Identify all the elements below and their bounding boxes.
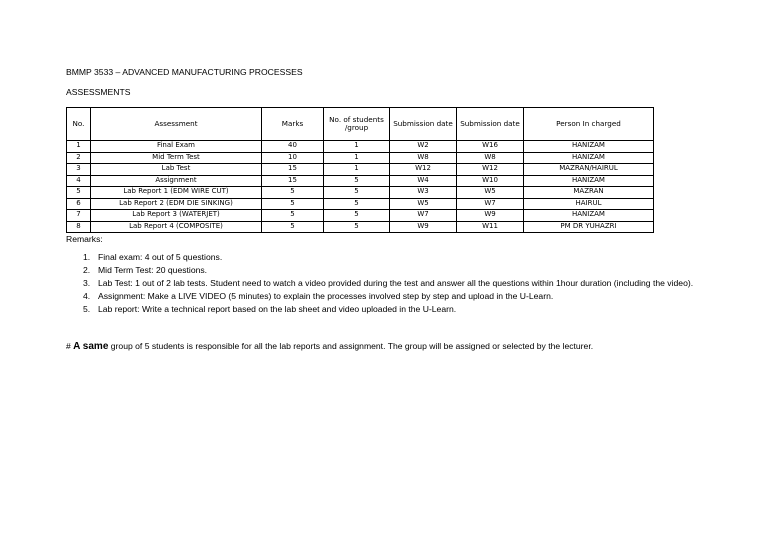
table-cell: Lab Report 4 (COMPOSITE) [91,221,262,233]
group-note [66,341,593,352]
remark-number: 4. [83,291,91,301]
table-cell: W3 [390,187,457,199]
table-cell: HANIZAM [524,152,654,164]
header-no: No. [67,108,91,141]
table-cell: Lab Test [91,164,262,176]
table-cell: W5 [390,198,457,210]
table-cell: W8 [457,152,524,164]
table-cell: 10 [262,152,324,164]
remark-number: 2. [83,265,91,275]
table-cell: MAZRAN/HAIRUL [524,164,654,176]
note-emphasis: A same [73,341,109,352]
note-text: group of 5 students is responsible for all the lab reports and assignment. The group will be assigned or selected by the lecturer. [108,341,594,351]
table-cell: 5 [262,210,324,222]
table-cell: 15 [262,175,324,187]
table-cell: W4 [390,175,457,187]
table-cell: Lab Report 2 (EDM DIE SINKING) [91,198,262,210]
table-cell: MAZRAN [524,187,654,199]
remark-item [66,277,706,290]
remark-text: Mid Term Test: 20 questions. [98,265,208,275]
header-students-per-group: No. of students /group [324,108,390,141]
table-cell: 7 [67,210,91,222]
table-cell: Mid Term Test [91,152,262,164]
table-cell: W7 [457,198,524,210]
table-row [67,164,654,176]
table-cell: PM DR YUHAZRI [524,221,654,233]
table-row [67,210,654,222]
table-cell: W11 [457,221,524,233]
table-cell: 1 [324,141,390,153]
table-cell: 1 [67,141,91,153]
header-assessment: Assessment [91,108,262,141]
remark-item [66,290,706,303]
course-title: BMMP 3533 – ADVANCED MANUFACTURING PROCESSES [66,67,303,77]
remark-item [66,251,706,264]
table-cell: HAIRUL [524,198,654,210]
table-cell: Lab Report 3 (WATERJET) [91,210,262,222]
header-marks: Marks [262,108,324,141]
table-cell: 5 [324,221,390,233]
table-cell: 5 [324,175,390,187]
section-title: ASSESSMENTS [66,87,131,97]
table-row [67,141,654,153]
table-cell: 5 [324,198,390,210]
table-cell: 8 [67,221,91,233]
table-cell: 6 [67,198,91,210]
table-cell: W10 [457,175,524,187]
header-submission-date-1: Submission date [390,108,457,141]
table-row [67,198,654,210]
table-cell: W7 [390,210,457,222]
remarks-label: Remarks: [66,234,103,244]
table-cell: W2 [390,141,457,153]
table-cell: HANIZAM [524,141,654,153]
table-cell: 1 [324,164,390,176]
table-cell: 1 [324,152,390,164]
table-cell: 5 [262,221,324,233]
table-row [67,221,654,233]
table-cell: 4 [67,175,91,187]
note-prefix: # [66,341,74,351]
remark-number: 5. [83,304,91,314]
table-cell: Final Exam [91,141,262,153]
table-cell: W5 [457,187,524,199]
table-cell: 5 [324,187,390,199]
table-cell: 40 [262,141,324,153]
table-cell: W12 [390,164,457,176]
table-cell: 5 [262,198,324,210]
table-cell: HANIZAM [524,175,654,187]
table-header-row [67,108,654,141]
table-row [67,152,654,164]
table-cell: W9 [457,210,524,222]
remark-text: Final exam: 4 out of 5 questions. [98,252,223,262]
table-cell: Assignment [91,175,262,187]
table-cell: 2 [67,152,91,164]
table-body [67,141,654,233]
remark-text: Assignment: Make a LIVE VIDEO (5 minutes) to explain the processes involved step by step and upload in the U-Learn. [98,291,554,301]
remark-text: Lab report: Write a technical report based on the lab sheet and video uploaded in the U-Learn. [98,304,457,314]
assessment-table [66,107,654,233]
header-person-in-charge: Person In charged [524,108,654,141]
table-cell: W8 [390,152,457,164]
table-cell: 5 [67,187,91,199]
remark-number: 1. [83,252,91,262]
remark-item [66,264,706,277]
table-cell: 5 [324,210,390,222]
remark-item [66,303,706,316]
table-row [67,175,654,187]
table-cell: 15 [262,164,324,176]
remarks-list [66,251,706,316]
table-cell: W16 [457,141,524,153]
table-cell: HANIZAM [524,210,654,222]
table-cell: 5 [262,187,324,199]
table-cell: Lab Report 1 (EDM WIRE CUT) [91,187,262,199]
header-submission-date-2: Submission date [457,108,524,141]
table-row [67,187,654,199]
table-cell: W12 [457,164,524,176]
table-cell: W9 [390,221,457,233]
remark-number: 3. [83,278,91,288]
table-cell: 3 [67,164,91,176]
remark-text: Lab Test: 1 out of 2 lab tests. Student need to watch a video provided during the test and answer all the questions within 1hour duration (including the video). [98,278,694,288]
